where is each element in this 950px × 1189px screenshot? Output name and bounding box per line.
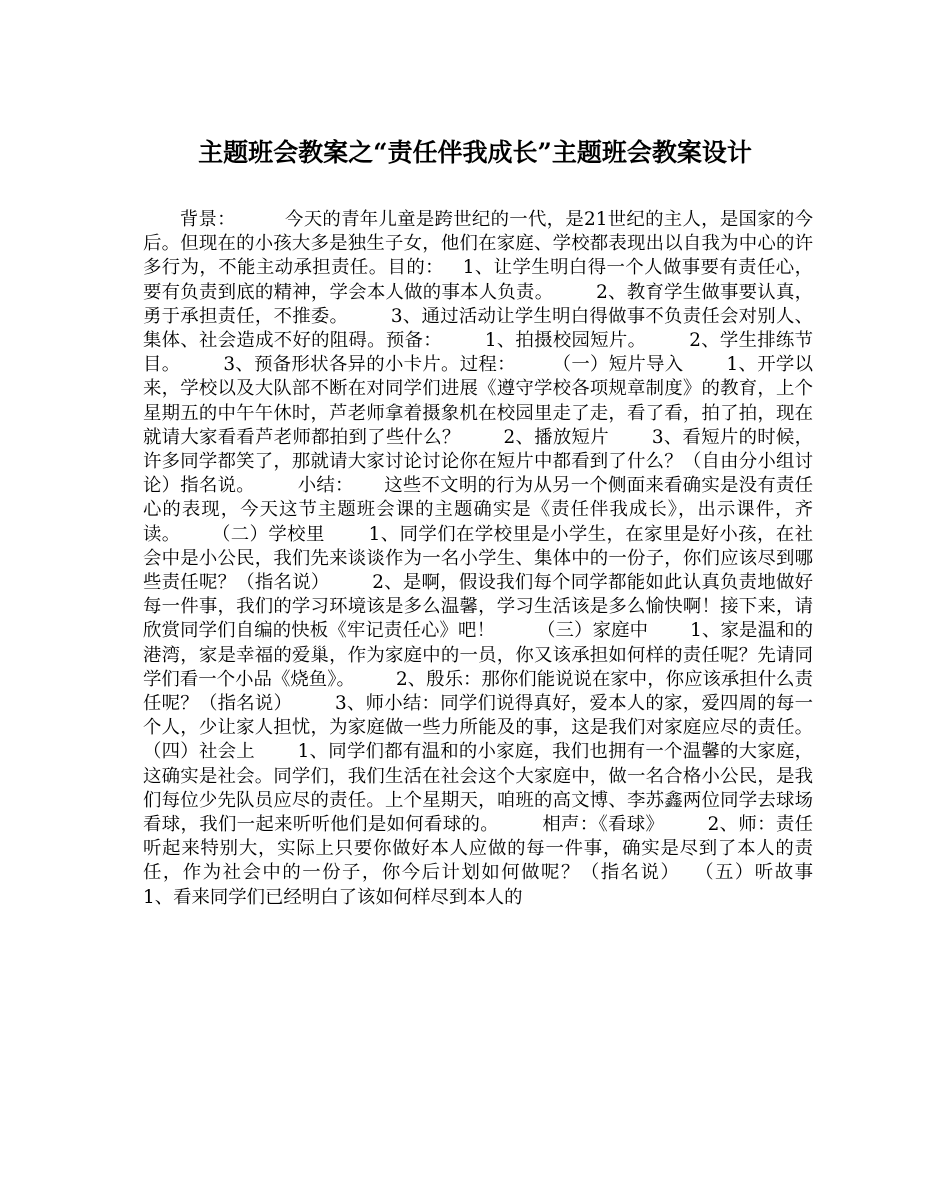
document-title: 主题班会教案之“责任伴我成长”主题班会教案设计 [198, 138, 752, 167]
document-body: 背景： 今天的青年儿童是跨世纪的一代，是21世纪的主人，是国家的今后。但现在的小孩大多是独生子女，他们在家庭、学校都表现出以自我为中心的许多行为，不能主动承担责任。目的： 1、让学生明白得一个人做事要有责任心，要有负责到底的精神，学会本人做的事本人负责。 2、教育学生做事要认真，勇于承担责任，不推委。 3、通过活动让学生明白得做事不负责任会对别人、集体、社会造成不好的阻碍。预备： 1、拍摄校园短片。 2、学生排练节目。 3、预备形状各异的小卡片。过程： （一）短片导入 1、开学以来，学校以及大队部不断在对同学们进展《遵守学校各项规章制度》的教育，上个星期五的中午午休时，芦老师拿着摄象机在校园里走了走，看了看，拍了拍，现在就请大家看看芦老师都拍到了些什么？ 2、播放短片 3、看短片的时候，许多同学都笑了，那就请大家讨论讨论你在短片中都看到了什么？（自由分小组讨论）指名说。 小结： 这些不文明的行为从另一个侧面来看确实是没有责任心的表现，今天这节主题班会课的主题确实是《责任伴我成长》，出示课件，齐读。 （二）学校里 1、同学们在学校里是小学生，在家里是好小孩，在社会中是小公民，我们先来谈谈作为一名小学生、集体中的一份子，你们应该尽到哪些责任呢？（指名说） 2、是啊，假设我们每个同学都能如此认真负责地做好每一件事，我们的学习环境该是多么温馨，学习生活该是多么愉快啊！接下来，请欣赏同学们自编的快板《牢记责任心》吧！ （三）家庭中 1、家是温和的港湾，家是幸福的爱巢，作为家庭中的一员，你又该承担如何样的责任呢？先请同学们看一个小品《烧鱼》。 2、殷乐：那你们能说说在家中，你应该承担什么责任呢？（指名说） 3、师小结：同学们说得真好，爱本人的家，爱四周的每一个人，少让家人担忧，为家庭做一些力所能及的事，这是我们对家庭应尽的责任。 （四）社会上 1、同学们都有温和的小家庭，我们也拥有一个温馨的大家庭，这确实是社会。同学们，我们生活在社会这个大家庭中，做一名合格小公民，是我们每位少先队员应尽的责任。上个星期天，咱班的高文博、李苏鑫两位同学去球场看球，我们一起来听听他们是如何看球的。 相声：《看球》 2、师：责任听起来特别大，实际上只要你做好本人应做的每一件事，确实是尽到了本人的责任，作为社会中的一份子，你今后计划如何做呢？（指名说） （五）听故事 1、看来同学们已经明白了该如何样尽到本人的 [143, 209, 854, 908]
